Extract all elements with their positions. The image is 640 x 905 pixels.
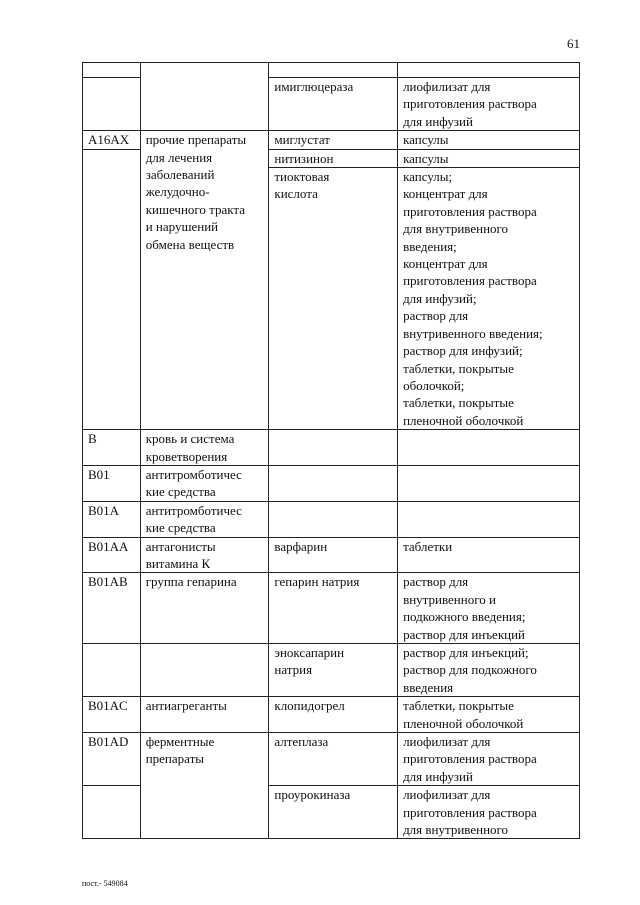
group-line: кишечного тракта	[145, 201, 246, 217]
group-cell	[140, 573, 269, 644]
drug-cell	[269, 786, 398, 839]
drug-name: тиоктовая	[274, 169, 330, 185]
drug-cell	[269, 697, 398, 733]
drug-cell	[269, 573, 398, 644]
form-line: капсулы;	[403, 169, 453, 185]
form-line: для инфузий;	[403, 290, 477, 306]
group-cell	[140, 430, 269, 466]
form-line: для инфузий	[403, 768, 473, 784]
code-cell: B01AD	[83, 733, 141, 786]
group-line: антитромботичес	[145, 466, 242, 482]
group-cell	[140, 697, 269, 733]
form-line: лиофилизат для	[403, 79, 491, 94]
drug-cell	[269, 644, 398, 697]
group-cell	[140, 465, 269, 501]
form-line: приготовления раствора	[403, 804, 537, 820]
group-line: антиагреганты	[145, 698, 227, 714]
form-cell	[398, 644, 580, 697]
drug-name: алтеплаза	[274, 734, 329, 750]
form-line: для инфузий	[403, 113, 473, 129]
code-cell: B01AC	[83, 697, 141, 733]
group-line: кровь и система	[145, 431, 235, 447]
form-line: оболочкой;	[403, 377, 465, 393]
form-line: таблетки	[403, 538, 453, 554]
drug-name: эноксапарин	[274, 645, 345, 660]
group-line: антитромботичес	[145, 502, 242, 518]
code-cell	[83, 786, 141, 839]
form-cell	[398, 697, 580, 733]
code-cell: B01AB	[83, 573, 141, 644]
form-line: внутривенного введения;	[403, 325, 543, 341]
table-row	[83, 697, 580, 733]
drug-name: варфарин	[274, 538, 328, 554]
form-line: капсулы	[403, 132, 449, 148]
form-cell	[398, 430, 580, 466]
drug-name: кислота	[274, 186, 318, 202]
group-cell	[140, 644, 269, 697]
code-cell	[83, 644, 141, 697]
group-line: желудочно-	[145, 184, 210, 200]
group-line: группа гепарина	[145, 574, 237, 590]
group-cell	[140, 501, 269, 537]
form-line: приготовления раствора	[403, 751, 537, 767]
form-line: раствор для	[403, 574, 469, 590]
table-row	[83, 501, 580, 537]
drug-name: клопидогрел	[274, 698, 345, 714]
group-line: и нарушений	[145, 219, 219, 235]
form-line: пленочной оболочкой	[403, 715, 524, 731]
group-line: кие средства	[145, 520, 216, 536]
code-cell: B01A	[83, 501, 141, 537]
drug-cell	[269, 537, 398, 573]
form-line: таблетки, покрытые	[403, 698, 514, 714]
drug-cell	[269, 168, 398, 430]
group-line: кроветворения	[145, 448, 228, 464]
form-line: раствор для инъекций;	[403, 645, 529, 660]
code-cell	[83, 63, 141, 78]
code-cell: B01	[83, 465, 141, 501]
form-line: концентрат для	[403, 186, 488, 202]
table-row	[83, 131, 580, 149]
footer-document-code: пост.- 549084	[82, 879, 128, 888]
form-cell	[398, 168, 580, 430]
table-row	[83, 644, 580, 697]
form-cell	[398, 537, 580, 573]
group-line: прочие препараты	[145, 132, 247, 148]
form-line: внутривенного и	[403, 591, 496, 607]
form-line: раствор для	[403, 308, 469, 324]
group-cell	[140, 63, 269, 131]
drug-name: натрия	[274, 662, 313, 678]
page-number: 61	[567, 36, 580, 51]
form-line: концентрат для	[403, 256, 488, 272]
form-cell	[398, 465, 580, 501]
drug-table	[82, 62, 580, 839]
form-cell	[398, 131, 580, 149]
code-cell: B01AA	[83, 537, 141, 573]
table-row	[83, 430, 580, 466]
form-line: подкожного введения;	[403, 609, 526, 625]
group-cell	[140, 537, 269, 573]
drug-cell	[269, 465, 398, 501]
form-cell	[398, 78, 580, 131]
drug-cell	[269, 430, 398, 466]
form-line: пленочной оболочкой	[403, 412, 524, 428]
code-cell	[83, 78, 141, 131]
table-row	[83, 573, 580, 644]
group-line: заболеваний	[145, 167, 215, 183]
form-cell	[398, 733, 580, 786]
group-line: препараты	[145, 751, 204, 767]
group-cell	[140, 131, 269, 430]
group-line: витамина К	[145, 555, 211, 571]
code-cell	[83, 149, 141, 430]
drug-name: имиглюцераза	[274, 79, 354, 94]
drug-cell	[269, 131, 398, 149]
form-cell	[398, 786, 580, 839]
drug-name: нитизинон	[274, 150, 334, 166]
table-row	[83, 63, 580, 78]
table-row	[83, 733, 580, 786]
form-line: введения	[403, 679, 454, 695]
drug-name: проурокиназа	[274, 787, 351, 803]
drug-cell	[269, 149, 398, 167]
form-cell	[398, 501, 580, 537]
form-line: лиофилизат для	[403, 787, 491, 803]
table-row	[83, 465, 580, 501]
drug-cell	[269, 78, 398, 131]
code-cell: B	[83, 430, 141, 466]
drug-cell	[269, 63, 398, 78]
drug-cell	[269, 501, 398, 537]
form-line: таблетки, покрытые	[403, 360, 514, 376]
group-line: антагонисты	[145, 538, 216, 554]
form-line: таблетки, покрытые	[403, 395, 514, 411]
group-cell	[140, 733, 269, 839]
group-line: ферментные	[145, 734, 215, 750]
form-line: раствор для инъекций	[403, 626, 526, 642]
form-line: введения;	[403, 238, 457, 254]
code-cell: A16AX	[83, 131, 141, 149]
group-line: обмена веществ	[145, 236, 235, 252]
group-line: кие средства	[145, 484, 216, 500]
form-cell	[398, 573, 580, 644]
form-line: приготовления раствора	[403, 273, 537, 289]
table-row	[83, 537, 580, 573]
form-line: раствор для инфузий;	[403, 343, 523, 359]
form-line: приготовления раствора	[403, 96, 537, 112]
form-cell	[398, 149, 580, 167]
drug-name: гепарин натрия	[274, 574, 360, 590]
form-line: приготовления раствора	[403, 203, 537, 219]
form-line: для внутривенного	[403, 822, 509, 838]
form-cell	[398, 63, 580, 78]
drug-name: миглустат	[274, 132, 330, 148]
drug-cell	[269, 733, 398, 786]
form-line: капсулы	[403, 150, 449, 166]
form-line: раствор для подкожного	[403, 662, 537, 678]
form-line: для внутривенного	[403, 221, 509, 237]
form-line: лиофилизат для	[403, 734, 491, 750]
group-line: для лечения	[145, 149, 213, 165]
